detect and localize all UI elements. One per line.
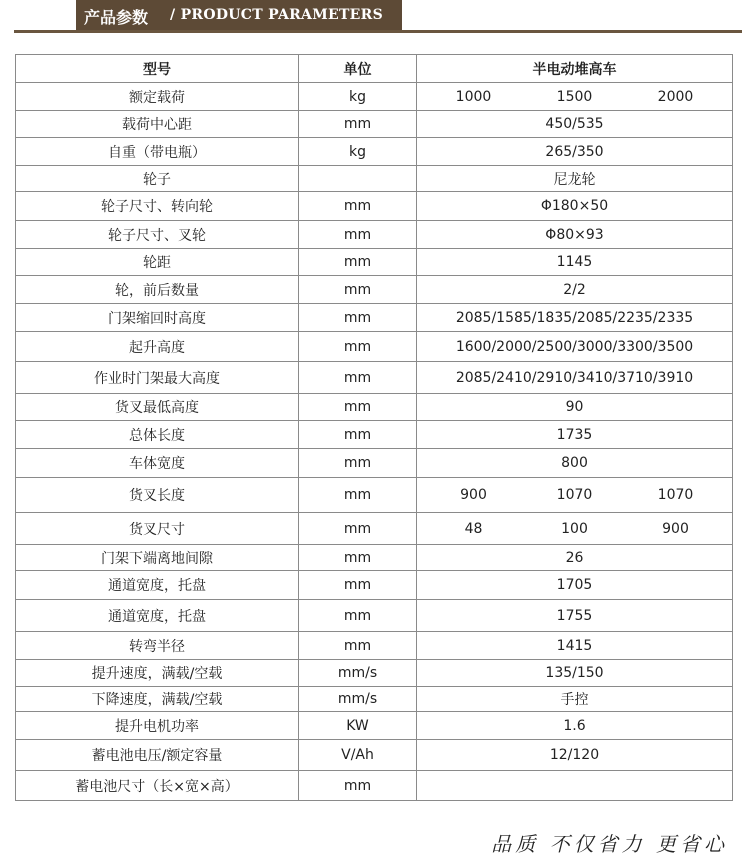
table-row <box>16 687 733 712</box>
table-row <box>16 632 733 660</box>
param-unit: mm <box>299 513 417 545</box>
table-row <box>16 111 733 138</box>
table-row <box>16 571 733 600</box>
table-row <box>16 421 733 449</box>
param-unit: mm <box>299 394 417 421</box>
param-unit: mm <box>299 545 417 571</box>
param-unit: mm <box>299 600 417 632</box>
param-value: 1735 <box>417 421 733 449</box>
param-value: 1755 <box>417 600 733 632</box>
param-value <box>417 513 733 545</box>
param-unit: V/Ah <box>299 740 417 771</box>
param-value: Φ80×93 <box>417 221 733 249</box>
table-row <box>16 362 733 394</box>
param-value-item: 900 <box>662 520 689 537</box>
param-value-item: 900 <box>460 487 487 503</box>
param-name: 起升高度 <box>16 332 299 362</box>
param-name: 总体长度 <box>16 421 299 449</box>
param-value-item: 1070 <box>657 487 694 503</box>
param-name: 轮距 <box>16 249 299 276</box>
param-name: 作业时门架最大高度 <box>16 362 299 394</box>
param-name: 货叉最低高度 <box>16 394 299 421</box>
param-name: 车体宽度 <box>16 449 299 478</box>
header-model: 型号 <box>16 55 299 83</box>
param-unit: KW <box>299 712 417 740</box>
section-title-en: / PRODUCT PARAMETERS <box>170 7 383 23</box>
param-value: 265/350 <box>417 138 733 166</box>
param-value-item: 48 <box>464 520 483 537</box>
param-unit: mm <box>299 571 417 600</box>
param-unit: mm <box>299 362 417 394</box>
param-name: 通道宽度，托盘 <box>16 600 299 632</box>
param-unit: kg <box>299 138 417 166</box>
param-value: Φ180×50 <box>417 192 733 221</box>
header-divider <box>14 30 742 33</box>
param-value <box>417 478 733 513</box>
param-unit: mm <box>299 771 417 801</box>
param-value-group <box>417 89 732 105</box>
param-unit: mm <box>299 632 417 660</box>
param-value-group <box>417 521 732 537</box>
param-value: 1145 <box>417 249 733 276</box>
param-name: 轮子尺寸、叉轮 <box>16 221 299 249</box>
param-unit: mm <box>299 192 417 221</box>
param-value <box>417 83 733 111</box>
param-value: 1705 <box>417 571 733 600</box>
param-value: 90 <box>417 394 733 421</box>
param-value <box>417 771 733 801</box>
param-value-group <box>417 487 732 503</box>
param-value-item: 1070 <box>556 487 593 503</box>
param-unit: mm/s <box>299 687 417 712</box>
param-unit: mm <box>299 332 417 362</box>
table-row <box>16 332 733 362</box>
param-value-item: 1500 <box>556 88 593 105</box>
table-row <box>16 712 733 740</box>
param-value: 450/535 <box>417 111 733 138</box>
table-row <box>16 83 733 111</box>
param-value: 26 <box>417 545 733 571</box>
param-name: 提升电机功率 <box>16 712 299 740</box>
table-row <box>16 600 733 632</box>
param-name: 轮子 <box>16 166 299 192</box>
param-value-item: 1000 <box>455 88 492 105</box>
param-name: 转弯半径 <box>16 632 299 660</box>
param-value: 2085/2410/2910/3410/3710/3910 <box>417 362 733 394</box>
param-name: 自重（带电瓶） <box>16 138 299 166</box>
param-value: 2/2 <box>417 276 733 304</box>
table-row <box>16 771 733 801</box>
param-name: 门架下端离地间隙 <box>16 545 299 571</box>
table-row <box>16 660 733 687</box>
param-value: 12/120 <box>417 740 733 771</box>
param-name: 轮，前后数量 <box>16 276 299 304</box>
param-name: 货叉尺寸 <box>16 513 299 545</box>
param-unit: mm <box>299 421 417 449</box>
param-name: 货叉长度 <box>16 478 299 513</box>
param-name: 通道宽度，托盘 <box>16 571 299 600</box>
param-unit: mm <box>299 276 417 304</box>
table-row <box>16 449 733 478</box>
param-unit: mm <box>299 111 417 138</box>
table-row <box>16 545 733 571</box>
footer-slogan: 品质 不仅省力 更省心 <box>491 832 728 856</box>
table-row <box>16 138 733 166</box>
param-value: 1600/2000/2500/3000/3300/3500 <box>417 332 733 362</box>
table-row <box>16 166 733 192</box>
param-value: 1415 <box>417 632 733 660</box>
param-name: 载荷中心距 <box>16 111 299 138</box>
param-name: 额定载荷 <box>16 83 299 111</box>
table-row <box>16 478 733 513</box>
param-unit: mm <box>299 249 417 276</box>
section-header <box>0 0 750 44</box>
param-unit: mm <box>299 478 417 513</box>
table-body <box>16 83 733 801</box>
param-name: 提升速度，满载/空载 <box>16 660 299 687</box>
param-value: 1.6 <box>417 712 733 740</box>
param-unit: mm <box>299 304 417 332</box>
header-unit: 单位 <box>299 55 417 83</box>
param-name: 门架缩回时高度 <box>16 304 299 332</box>
param-unit <box>299 166 417 192</box>
param-name: 蓄电池尺寸（长×宽×高） <box>16 771 299 801</box>
param-value: 135/150 <box>417 660 733 687</box>
param-unit: mm/s <box>299 660 417 687</box>
param-value: 800 <box>417 449 733 478</box>
section-title-tab <box>76 0 402 30</box>
param-value-item: 100 <box>561 520 588 537</box>
param-name: 下降速度，满载/空载 <box>16 687 299 712</box>
param-name: 蓄电池电压/额定容量 <box>16 740 299 771</box>
table-row <box>16 513 733 545</box>
param-value: 尼龙轮 <box>417 166 733 192</box>
table-row <box>16 192 733 221</box>
table-row <box>16 276 733 304</box>
param-value: 2085/1585/1835/2085/2235/2335 <box>417 304 733 332</box>
parameters-table <box>15 54 733 801</box>
table-header-row <box>16 55 733 83</box>
param-value-item: 2000 <box>657 88 694 105</box>
param-unit: kg <box>299 83 417 111</box>
table-row <box>16 304 733 332</box>
table-row <box>16 394 733 421</box>
param-unit: mm <box>299 449 417 478</box>
section-title-zh: 产品参数 <box>84 8 149 27</box>
param-name: 轮子尺寸、转向轮 <box>16 192 299 221</box>
header-product: 半电动堆高车 <box>417 55 733 83</box>
table-row <box>16 740 733 771</box>
param-value: 手控 <box>417 687 733 712</box>
table-row <box>16 249 733 276</box>
table-row <box>16 221 733 249</box>
param-unit: mm <box>299 221 417 249</box>
